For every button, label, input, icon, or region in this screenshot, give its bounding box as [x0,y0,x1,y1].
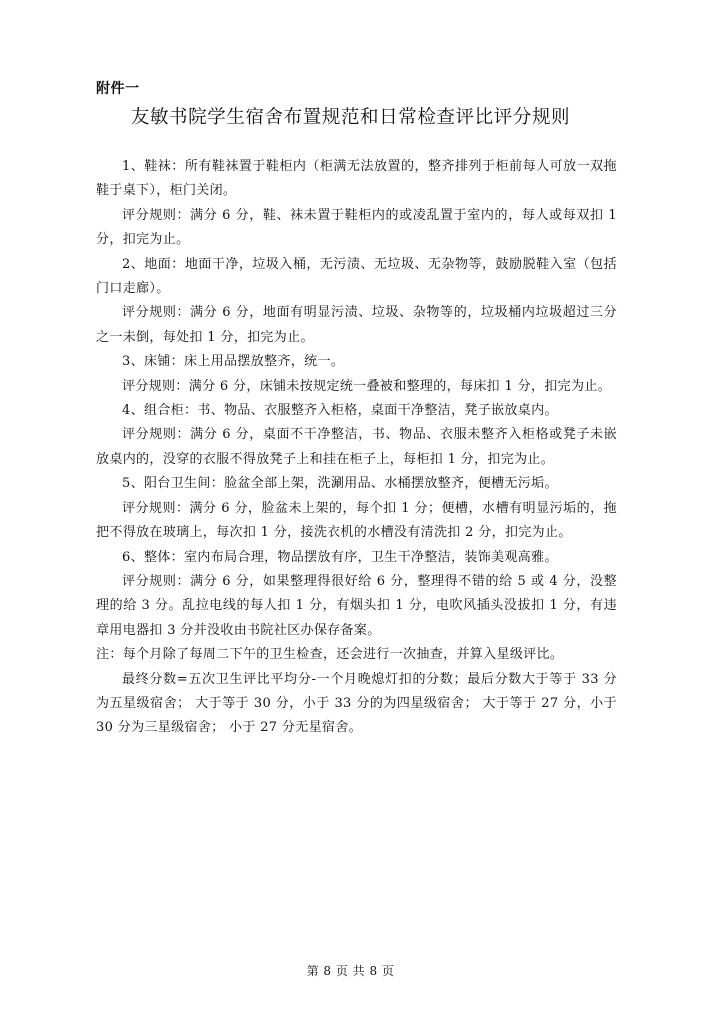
item-3-scoring-rule: 评分规则：满分 6 分，床铺未按规定统一叠被和整理的，每床扣 1 分，扣完为止。 [122,378,612,394]
item-3-bed: 3、床铺：床上用品摆放整齐，统一。 [122,354,345,370]
item-5-scoring-rule: 评分规则：满分 6 分，脸盆未上架的，每个扣 1 分；便槽，水槽有明显污垢的，拖把不得放在玻璃上，每次扣 1 分，接洗衣机的水槽没有清洗扣 2 分，扣完为止。 [96,500,617,541]
document-body [96,155,617,741]
item-1-shoes-socks: 1、鞋袜：所有鞋袜置于鞋柜内（柜满无法放置的，整齐排列于柜前每人可放一双拖鞋于桌下），柜门关闭。 [96,159,617,199]
final-score-paragraph: 最终分数=五次卫生评比平均分-一个月晚熄灯扣的分数；最后分数大于等于 33 分为五星级宿舍； 大于等于 30 分，小于 33 分的为四星级宿舍； 大于等于 27 分，小于 30 分为三星级宿舍； 小于 27 分无星宿舍。 [96,671,617,736]
item-5-balcony-bathroom: 5、阳台卫生间：脸盆全部上架，洗涮用品、水桶摆放整齐，便槽无污垢。 [122,476,558,492]
item-1-scoring-rule: 评分规则：满分 6 分，鞋、袜未置于鞋柜内的或凌乱置于室内的，每人或每双扣 1 分，扣完为止。 [96,207,617,248]
item-4-cabinet: 4、组合柜：书、物品、衣服整齐入柜格，桌面干净整洁，凳子嵌放桌内。 [122,403,558,419]
attachment-label: 附件一 [96,81,140,97]
item-4-scoring-rule: 评分规则：满分 6 分，桌面不干净整洁，书、物品、衣服未整齐入柜格或凳子未嵌放桌内的，没穿的衣服不得放凳子上和挂在柜子上，每柜扣 1 分，扣完为止。 [96,427,617,467]
page-footer: 第 8 页 共 8 页 [306,964,395,978]
item-2-floor: 2、地面：地面干净，垃圾入桶，无污渍、无垃圾、无杂物等，鼓励脱鞋入室（包括门口走廊）。 [96,256,617,297]
item-6-scoring-rule: 评分规则：满分 6 分，如果整理得很好给 6 分，整理得不错的给 5 或 4 分，没整理的给 3 分。乱拉电线的每人扣 1 分，有烟头扣 1 分，电吹风插头没拔扣 1 分，有违章用电器扣 3 分并没收由书院社区办保存备案。 [96,573,617,638]
item-2-scoring-rule: 评分规则：满分 6 分，地面有明显污渍、垃圾、杂物等的，垃圾桶内垃圾超过三分之一未倒，每处扣 1 分，扣完为止。 [96,305,617,345]
note-paragraph: 注：每个月除了每周二下午的卫生检查，还会进行一次抽查，并算入星级评比。 [96,647,564,663]
item-6-overall: 6、整体：室内布局合理，物品摆放有序，卫生干净整洁，装饰美观高雅。 [122,549,558,565]
document-title: 友敏书院学生宿舍布置规范和日常检查评比评分规则 [130,107,571,128]
